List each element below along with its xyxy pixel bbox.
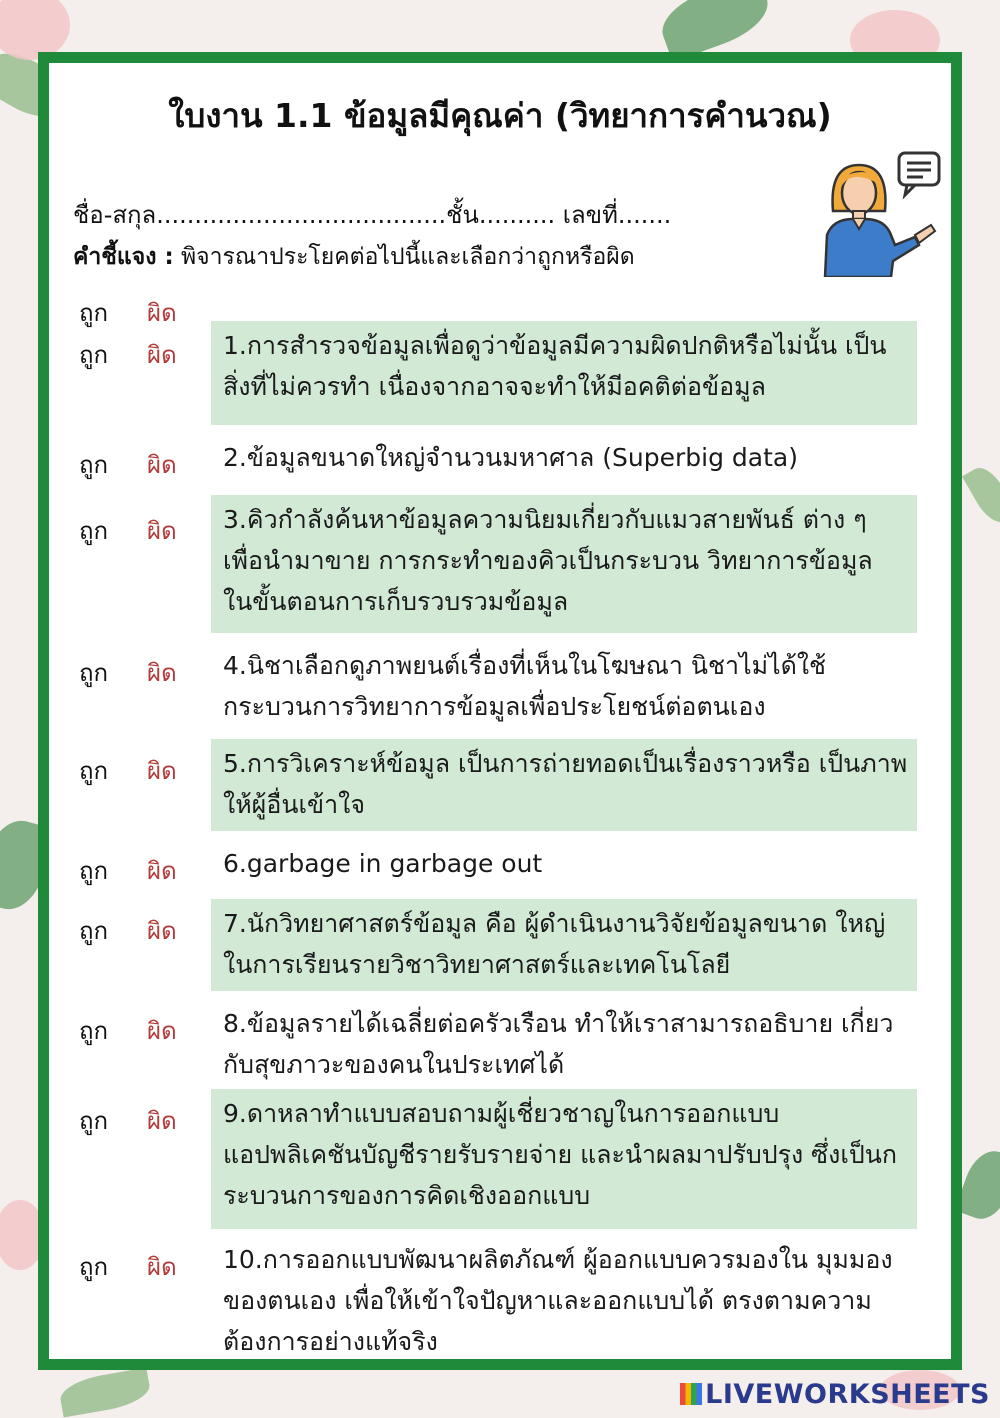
question-text: 8.ข้อมูลรายได้เฉลี่ยต่อครัวเรือน ทำให้เราสามารถอธิบาย เกี่ยวกับสุขภาวะของคนในประเทศได้ xyxy=(223,1009,894,1079)
question-text: 1.การสำรวจข้อมูลเพื่อดูว่าข้อมูลมีความผิดปกติหรือไม่นั้น เป็นสิ่งที่ไม่ควรทำ เนื่องจากอาจจะทำให้มีอคติต่อข้อมูล xyxy=(211,321,917,425)
question-text: 4.นิชาเลือกดูภาพยนต์เรื่องที่เห็นในโฆษณา นิชาไม่ได้ใช้ กระบวนการวิทยาการข้อมูลเพื่อประโยชน์ต่อตนเอง xyxy=(223,651,827,721)
question-text: 6.garbage in garbage out xyxy=(223,849,543,878)
true-option[interactable]: ถูก xyxy=(79,857,109,885)
student-info-line: ชื่อ-สกุล......................................ชั้น.......... เลขที่....... xyxy=(73,201,672,229)
brand-name: LIVEWORKSHEETS xyxy=(705,1379,990,1410)
teacher-avatar-icon xyxy=(819,149,943,277)
false-option[interactable]: ผิด xyxy=(147,1107,177,1135)
page-title: ใบงาน 1.1 ข้อมูลมีคุณค่า (วิทยาการคำนวณ) xyxy=(168,96,832,135)
false-option[interactable]: ผิด xyxy=(147,757,177,785)
false-option[interactable]: ผิด xyxy=(147,1253,177,1281)
true-option[interactable]: ถูก xyxy=(79,341,109,369)
true-option[interactable]: ถูก xyxy=(79,451,109,479)
false-option[interactable]: ผิด xyxy=(147,341,177,369)
question-text: 10.การออกแบบพัฒนาผลิตภัณฑ์ ผู้ออกแบบควรมองใน มุมมองของตนเอง เพื่อให้เข้าใจปัญหาและออกแบบได้ ตรงตามความต้องการอย่างแท้จริง xyxy=(223,1245,893,1356)
instruction xyxy=(73,239,635,275)
true-option[interactable]: ถูก xyxy=(79,517,109,545)
false-option[interactable]: ผิด xyxy=(147,857,177,885)
question-text: 9.ดาหลาทำแบบสอบถามผู้เชี่ยวชาญในการออกแบบ แอปพลิเคชันบัญชีรายรับรายจ่าย และนำผลมาปรับปรุง ซึ่งเป็นกระบวนการของการคิดเชิงออกแบบ xyxy=(211,1089,917,1229)
false-option[interactable]: ผิด xyxy=(147,659,177,687)
worksheet xyxy=(38,52,962,1370)
false-option[interactable]: ผิด xyxy=(147,917,177,945)
false-option[interactable]: ผิด xyxy=(147,517,177,545)
instruction-label: คำชี้แจง : xyxy=(73,244,174,270)
brand-logo-icon xyxy=(680,1383,702,1405)
leaf-decoration xyxy=(58,1367,153,1417)
header-true-label: ถูก xyxy=(79,299,109,327)
flower-decoration xyxy=(0,0,70,60)
true-option[interactable]: ถูก xyxy=(79,1017,109,1045)
true-option[interactable]: ถูก xyxy=(79,917,109,945)
leaf-decoration xyxy=(962,462,1000,529)
question-text: 5.การวิเคราะห์ข้อมูล เป็นการถ่ายทอดเป็นเรื่องราวหรือ เป็นภาพให้ผู้อื่นเข้าใจ xyxy=(211,739,917,831)
true-option[interactable]: ถูก xyxy=(79,1253,109,1281)
false-option[interactable]: ผิด xyxy=(147,451,177,479)
question-text: 3.คิวกำลังค้นหาข้อมูลความนิยมเกี่ยวกับแมวสายพันธ์ ต่าง ๆ เพื่อนำมาขาย การกระทำของคิวเป็นกระบวน วิทยาการข้อมูล ในขั้นตอนการเก็บรวบรวมข้อมูล xyxy=(211,495,917,633)
false-option[interactable]: ผิด xyxy=(147,1017,177,1045)
question-text: 2.ข้อมูลขนาดใหญ่จำนวนมหาศาล (Superbig data) xyxy=(223,443,798,472)
header-false-label: ผิด xyxy=(147,299,177,327)
brand-watermark xyxy=(680,1379,990,1410)
instruction-text: พิจารณาประโยคต่อไปนี้และเลือกว่าถูกหรือผิด xyxy=(180,244,635,270)
true-option[interactable]: ถูก xyxy=(79,757,109,785)
true-option[interactable]: ถูก xyxy=(79,659,109,687)
true-option[interactable]: ถูก xyxy=(79,1107,109,1135)
question-text: 7.นักวิทยาศาสตร์ข้อมูล คือ ผู้ดำเนินงานวิจัยข้อมูลขนาด ใหญ่ ในการเรียนรายวิชาวิทยาศาสตร์และเทคโนโลยี xyxy=(211,899,917,991)
